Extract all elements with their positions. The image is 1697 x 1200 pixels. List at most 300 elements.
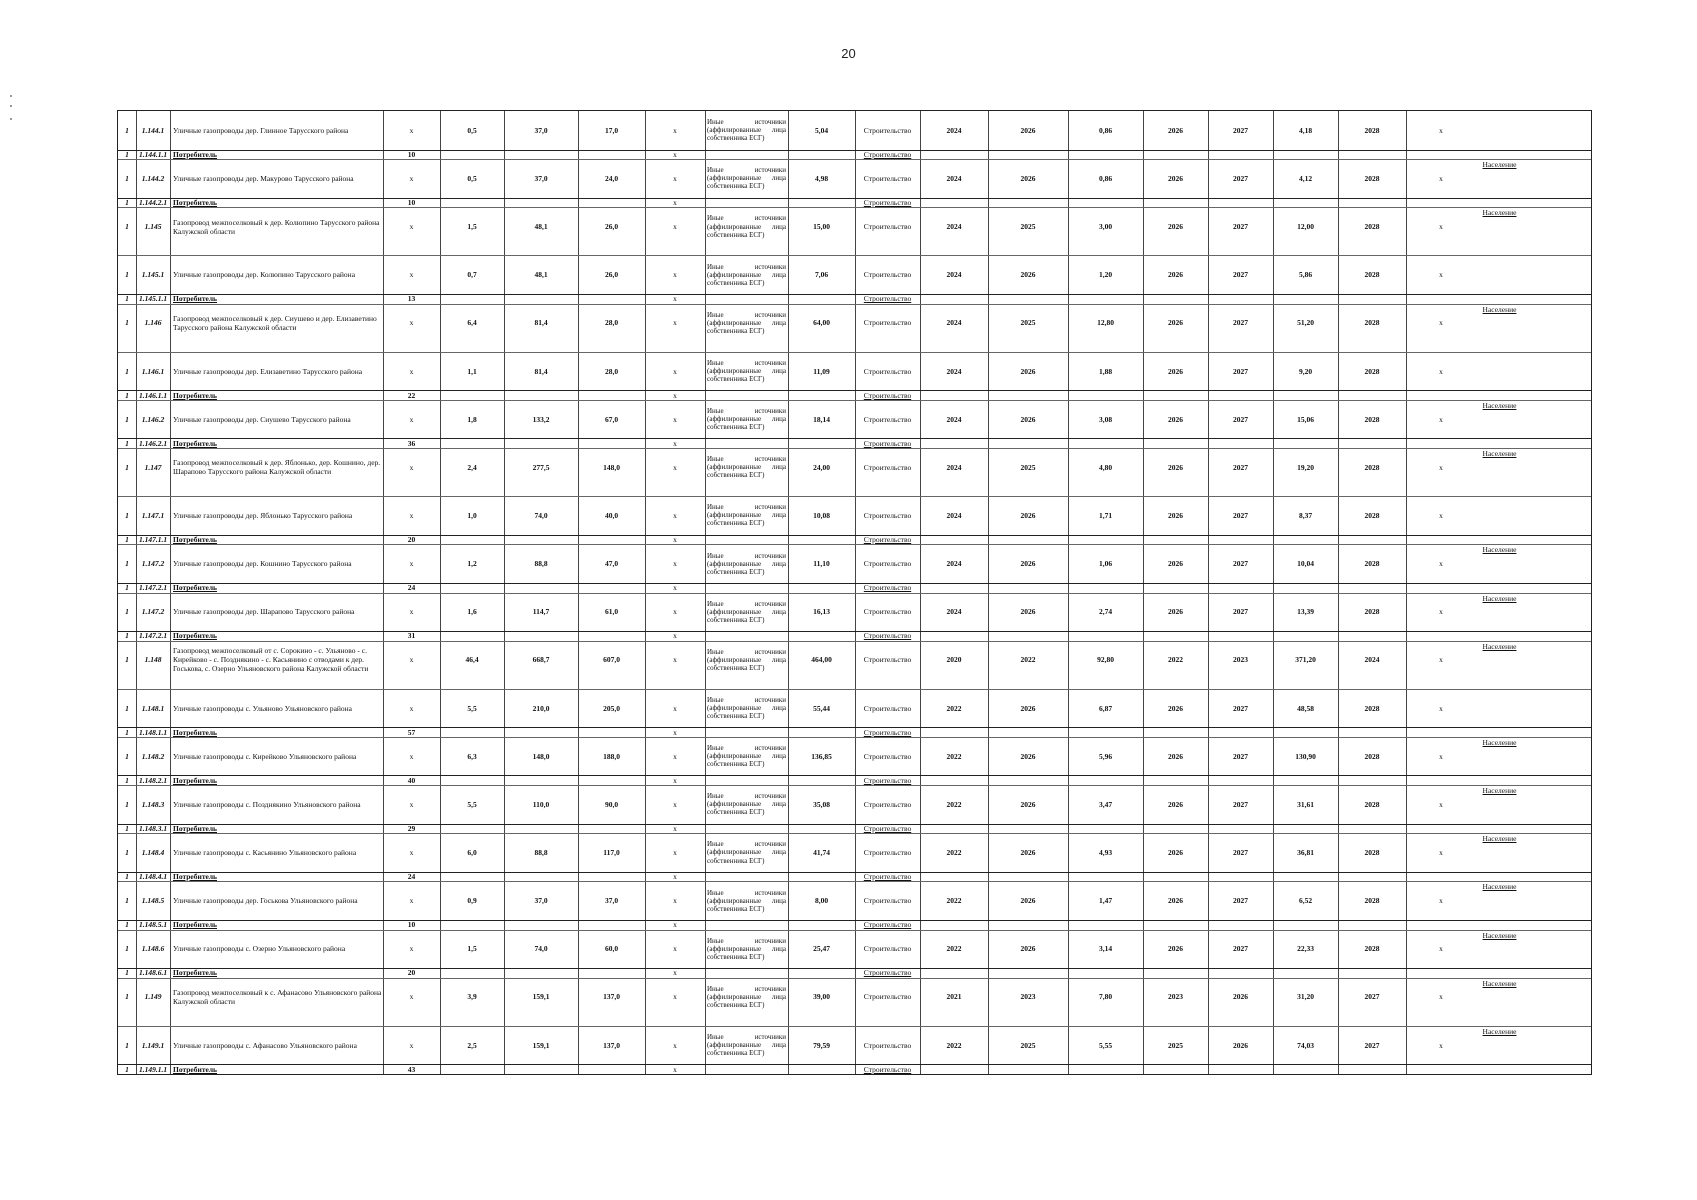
cell-val1: 1,06 bbox=[1098, 559, 1113, 569]
cell-sub-x: x bbox=[673, 727, 677, 737]
cell-x2: x bbox=[673, 125, 677, 135]
cell-sub-x: x bbox=[673, 438, 677, 448]
cell-num: 1 bbox=[125, 896, 129, 906]
cell-name: Уличные газопроводы с. Афанасово Ульяновского района bbox=[173, 1040, 357, 1050]
cell-sub-type: Строительство bbox=[863, 535, 912, 545]
cell-type: Строительство bbox=[863, 655, 912, 665]
cell-start: 2024 bbox=[946, 125, 962, 135]
cell-num: 1 bbox=[125, 655, 129, 665]
cell-cost: 464,00 bbox=[811, 655, 832, 665]
cell-name: Уличные газопроводы с. Касьянино Ульяновского района bbox=[173, 848, 357, 857]
cell-sub-code: 1.148.2.1 bbox=[138, 775, 168, 785]
cell-val2: 31,20 bbox=[1297, 992, 1314, 1002]
cell-sub-type: Строительство bbox=[863, 968, 912, 978]
cell-x3: x bbox=[1439, 703, 1443, 713]
cell-x3: x bbox=[1439, 125, 1443, 135]
cell-y2: 2027 bbox=[1233, 318, 1248, 328]
cell-sub-pop: Население bbox=[1482, 1026, 1517, 1036]
cell-x1: x bbox=[409, 125, 414, 135]
cell-sub-pop: Население bbox=[1482, 545, 1517, 555]
cell-type: Строительство bbox=[863, 1040, 912, 1050]
cell-val2: 15,06 bbox=[1297, 414, 1314, 424]
cell-source: Иные источники (аффилированные лица собственника ЕСГ) bbox=[707, 310, 786, 335]
cell-cap: 74,0 bbox=[534, 510, 548, 520]
cell-y2: 2027 bbox=[1233, 751, 1248, 761]
cell-val1: 1,71 bbox=[1098, 510, 1113, 520]
cell-end: 2025 bbox=[1020, 1040, 1036, 1050]
cell-val1: 0,86 bbox=[1098, 173, 1113, 183]
cell-sub-label: Потребитель bbox=[173, 775, 218, 785]
cell-length: 1,8 bbox=[467, 414, 477, 424]
cell-consumption: 117,0 bbox=[603, 848, 620, 857]
cell-source: Иные источники (аффилированные лица собственника ЕСГ) bbox=[707, 744, 786, 769]
cell-consumption: 188,0 bbox=[603, 751, 620, 761]
cell-num: 1 bbox=[125, 1064, 129, 1074]
cell-val2: 31,61 bbox=[1297, 799, 1314, 809]
cell-code: 1.145 bbox=[144, 222, 162, 232]
cell-sub-pop: Население bbox=[1482, 737, 1517, 747]
cell-end: 2025 bbox=[1020, 462, 1036, 472]
cell-x3: x bbox=[1439, 1040, 1443, 1050]
cell-cap: 37,0 bbox=[534, 896, 548, 906]
cell-num: 1 bbox=[125, 222, 129, 232]
cell-source: Иные источники (аффилированные лица собственника ЕСГ) bbox=[707, 503, 786, 528]
cell-consumption: 47,0 bbox=[604, 559, 619, 569]
cell-source: Иные источники (аффилированные лица собственника ЕСГ) bbox=[707, 984, 786, 1009]
cell-y2: 2027 bbox=[1233, 510, 1248, 520]
cell-length: 46,4 bbox=[465, 655, 479, 665]
cell-name: Уличные газопроводы дер. Колюпино Тарусского района bbox=[173, 270, 356, 280]
cell-x1: x bbox=[409, 703, 414, 713]
cell-cost: 11,10 bbox=[813, 559, 830, 569]
cell-x1: x bbox=[409, 607, 414, 617]
cell-start: 2024 bbox=[946, 270, 962, 280]
cell-sub-count: 36 bbox=[407, 438, 416, 448]
cell-type: Строительство bbox=[863, 751, 912, 761]
cell-sub-type: Строительство bbox=[863, 197, 912, 207]
cell-type: Строительство bbox=[863, 559, 912, 569]
cell-val1: 5,55 bbox=[1098, 1040, 1113, 1050]
cell-y1: 2026 bbox=[1168, 607, 1183, 617]
cell-consumption: 40,0 bbox=[604, 510, 619, 520]
cell-sub-label: Потребитель bbox=[173, 438, 218, 448]
cell-sub-x: x bbox=[673, 920, 677, 930]
cell-type: Строительство bbox=[863, 848, 912, 857]
cell-x1: x bbox=[409, 462, 414, 472]
cell-start: 2022 bbox=[946, 751, 962, 761]
cell-sub-code: 1.147.2.1 bbox=[138, 631, 168, 641]
cell-num: 1 bbox=[125, 992, 129, 1002]
cell-end: 2026 bbox=[1020, 125, 1036, 135]
cell-sub-type: Строительство bbox=[863, 920, 912, 930]
cell-x1: x bbox=[409, 510, 414, 520]
cell-val2: 6,52 bbox=[1298, 896, 1313, 906]
cell-type: Строительство bbox=[863, 944, 912, 954]
cell-num: 1 bbox=[125, 968, 129, 978]
cell-sub-type: Строительство bbox=[863, 294, 912, 304]
cell-end: 2026 bbox=[1020, 510, 1036, 520]
cell-x1: x bbox=[409, 799, 414, 809]
cell-y3: 2027 bbox=[1364, 1040, 1380, 1050]
cell-y2: 2027 bbox=[1233, 607, 1248, 617]
cell-consumption: 67,0 bbox=[604, 414, 619, 424]
cell-start: 2022 bbox=[946, 848, 962, 857]
cell-source: Иные источники (аффилированные лица собственника ЕСГ) bbox=[707, 214, 786, 239]
cell-y2: 2027 bbox=[1233, 414, 1248, 424]
cell-num: 1 bbox=[125, 872, 129, 882]
cell-cap: 81,4 bbox=[534, 366, 548, 376]
cell-val2: 51,20 bbox=[1297, 318, 1314, 328]
cell-sub-pop: Население bbox=[1482, 786, 1517, 796]
cell-sub-pop: Население bbox=[1482, 641, 1517, 651]
cell-length: 6,3 bbox=[467, 751, 477, 761]
cell-val1: 3,14 bbox=[1098, 944, 1113, 954]
cell-start: 2022 bbox=[946, 799, 962, 809]
cell-num: 1 bbox=[125, 607, 129, 617]
cell-cap: 48,1 bbox=[534, 270, 548, 280]
cell-sub-count: 43 bbox=[407, 1064, 416, 1074]
cell-source: Иные источники (аффилированные лица собственника ЕСГ) bbox=[707, 936, 786, 961]
cell-code: 1.148.2 bbox=[141, 751, 165, 761]
cell-y2: 2027 bbox=[1233, 799, 1248, 809]
cell-length: 2,4 bbox=[467, 462, 477, 472]
cell-sub-count: 20 bbox=[407, 968, 416, 978]
cell-cost: 55,44 bbox=[813, 703, 830, 713]
cell-x1: x bbox=[409, 751, 414, 761]
cell-cap: 81,4 bbox=[534, 318, 548, 328]
cell-val2: 5,86 bbox=[1298, 270, 1313, 280]
cell-num: 1 bbox=[125, 944, 129, 954]
cell-x2: x bbox=[673, 655, 677, 665]
cell-x1: x bbox=[409, 222, 414, 232]
cell-y2: 2027 bbox=[1233, 559, 1248, 569]
cell-x2: x bbox=[673, 270, 677, 280]
cell-y1: 2026 bbox=[1168, 318, 1183, 328]
cell-cost: 8,00 bbox=[814, 896, 829, 906]
cell-val2: 22,33 bbox=[1297, 944, 1314, 954]
cell-name: Уличные газопроводы дер. Кошнино Тарусского района bbox=[173, 559, 352, 569]
cell-x1: x bbox=[409, 896, 414, 906]
cell-val2: 36,81 bbox=[1297, 848, 1314, 857]
cell-sub-pop: Население bbox=[1482, 593, 1517, 603]
cell-sub-count: 22 bbox=[407, 390, 416, 400]
cell-num: 1 bbox=[125, 366, 129, 376]
cell-length: 2,5 bbox=[467, 1040, 477, 1050]
cell-x3: x bbox=[1439, 799, 1443, 809]
cell-end: 2022 bbox=[1020, 655, 1036, 665]
cell-end: 2026 bbox=[1020, 751, 1036, 761]
cell-consumption: 17,0 bbox=[604, 125, 619, 135]
cell-val1: 3,47 bbox=[1098, 799, 1113, 809]
cell-y1: 2026 bbox=[1168, 896, 1183, 906]
cell-cap: 159,1 bbox=[532, 1040, 550, 1050]
cell-num: 1 bbox=[125, 775, 129, 785]
cell-consumption: 28,0 bbox=[604, 366, 619, 376]
cell-code: 1.147 bbox=[144, 462, 162, 472]
cell-sub-code: 1.146.1.1 bbox=[138, 390, 168, 400]
cell-x3: x bbox=[1439, 607, 1443, 617]
cell-val1: 1,20 bbox=[1098, 270, 1113, 280]
cell-start: 2024 bbox=[946, 414, 962, 424]
cell-sub-x: x bbox=[673, 872, 677, 882]
cell-cost: 79,59 bbox=[813, 1040, 830, 1050]
cell-y1: 2026 bbox=[1168, 222, 1183, 232]
cell-y3: 2028 bbox=[1364, 607, 1380, 617]
cell-type: Строительство bbox=[863, 366, 912, 376]
cell-sub-code: 1.148.5.1 bbox=[138, 920, 168, 930]
cell-num: 1 bbox=[125, 799, 129, 809]
cell-x3: x bbox=[1439, 318, 1443, 328]
cell-length: 5,5 bbox=[467, 799, 477, 809]
cell-val2: 12,00 bbox=[1297, 222, 1314, 232]
cell-sub-label: Потребитель bbox=[173, 294, 218, 304]
cell-cap: 148,0 bbox=[532, 751, 550, 761]
cell-val1: 3,08 bbox=[1098, 414, 1113, 424]
cell-sub-label: Потребитель bbox=[173, 872, 218, 882]
cell-sub-pop: Население bbox=[1482, 882, 1517, 892]
cell-sub-pop: Население bbox=[1482, 160, 1517, 170]
cell-y1: 2023 bbox=[1168, 992, 1183, 1002]
cell-code: 1.148.6 bbox=[141, 944, 165, 954]
cell-y1: 2026 bbox=[1168, 944, 1183, 954]
cell-sub-x: x bbox=[673, 631, 677, 641]
cell-x2: x bbox=[673, 462, 677, 472]
cell-x1: x bbox=[409, 992, 414, 1002]
cell-cap: 37,0 bbox=[534, 173, 548, 183]
margin-mark bbox=[10, 95, 12, 97]
cell-name: Уличные газопроводы дер. Госькова Ульяновского района bbox=[173, 896, 358, 906]
cell-val2: 4,12 bbox=[1298, 173, 1313, 183]
cell-type: Строительство bbox=[863, 896, 912, 906]
cell-start: 2022 bbox=[946, 944, 962, 954]
cell-name: Газопровод межпоселковый от с. Сорокино - с. Ульяново - с. Кирейково - с. Позднякино - с. Касьянино с отводами к дер. Госькова, с. Озерно Ульяновского района Калужской области bbox=[173, 646, 369, 674]
cell-num: 1 bbox=[125, 462, 129, 472]
cell-y2: 2027 bbox=[1233, 896, 1248, 906]
cell-length: 1,5 bbox=[467, 222, 477, 232]
cell-x2: x bbox=[673, 414, 677, 424]
cell-y1: 2025 bbox=[1168, 1040, 1183, 1050]
cell-sub-x: x bbox=[673, 535, 677, 545]
cell-val1: 3,00 bbox=[1098, 222, 1113, 232]
cell-cost: 35,08 bbox=[813, 799, 830, 809]
cell-cost: 10,08 bbox=[813, 510, 830, 520]
cell-sub-type: Строительство bbox=[863, 727, 912, 737]
cell-sub-x: x bbox=[673, 583, 677, 593]
cell-sub-code: 1.149.1.1 bbox=[138, 1064, 168, 1074]
cell-val1: 5,96 bbox=[1098, 751, 1113, 761]
cell-y3: 2028 bbox=[1364, 414, 1380, 424]
cell-code: 1.146 bbox=[144, 318, 162, 328]
cell-cost: 5,04 bbox=[814, 125, 829, 135]
cell-consumption: 26,0 bbox=[604, 222, 619, 232]
cell-name: Уличные газопроводы с. Озерно Ульяновского района bbox=[173, 944, 346, 954]
cell-num: 1 bbox=[125, 535, 129, 545]
cell-cost: 39,00 bbox=[813, 992, 830, 1002]
cell-code: 1.147.1 bbox=[141, 510, 165, 520]
cell-consumption: 148,0 bbox=[603, 462, 620, 472]
cell-code: 1.145.1 bbox=[141, 270, 165, 280]
cell-name: Уличные газопроводы дер. Шарапово Тарусского района bbox=[173, 607, 355, 617]
cell-val2: 130,90 bbox=[1295, 751, 1316, 761]
cell-y1: 2026 bbox=[1168, 703, 1183, 713]
cell-end: 2026 bbox=[1020, 607, 1036, 617]
cell-sub-code: 1.147.2.1 bbox=[138, 583, 168, 593]
cell-length: 1,6 bbox=[467, 607, 477, 617]
cell-end: 2026 bbox=[1020, 366, 1036, 376]
cell-code: 1.146.1 bbox=[141, 366, 165, 376]
cell-start: 2022 bbox=[946, 703, 962, 713]
cell-name: Газопровод межпоселковый к с. Афанасово Ульяновского района Калужской области bbox=[173, 987, 382, 1006]
cell-y3: 2028 bbox=[1364, 510, 1380, 520]
cell-x3: x bbox=[1439, 510, 1443, 520]
cell-y2: 2027 bbox=[1233, 703, 1248, 713]
cell-sub-label: Потребитель bbox=[173, 390, 218, 400]
cell-start: 2022 bbox=[946, 1040, 962, 1050]
cell-num: 1 bbox=[125, 197, 129, 207]
cell-sub-label: Потребитель bbox=[173, 149, 218, 159]
cell-sub-code: 1.146.2.1 bbox=[138, 438, 168, 448]
cell-end: 2026 bbox=[1020, 559, 1036, 569]
cell-x2: x bbox=[673, 896, 677, 906]
cell-sub-x: x bbox=[673, 823, 677, 833]
cell-source: Иные источники (аффилированные лица собственника ЕСГ) bbox=[707, 888, 786, 913]
cell-name: Уличные газопроводы дер. Сиушево Тарусского района bbox=[173, 414, 351, 424]
cell-y1: 2026 bbox=[1168, 559, 1183, 569]
cell-num: 1 bbox=[125, 390, 129, 400]
cell-x3: x bbox=[1439, 896, 1443, 906]
cell-y1: 2026 bbox=[1168, 510, 1183, 520]
cell-end: 2026 bbox=[1020, 896, 1036, 906]
cell-x2: x bbox=[673, 607, 677, 617]
cell-start: 2024 bbox=[946, 366, 962, 376]
cell-cap: 277,5 bbox=[532, 462, 550, 472]
cell-code: 1.148.5 bbox=[141, 896, 165, 906]
cell-x1: x bbox=[409, 366, 414, 376]
cell-y3: 2028 bbox=[1364, 751, 1380, 761]
cell-length: 1,0 bbox=[467, 510, 477, 520]
cell-source: Иные источники (аффилированные лица собственника ЕСГ) bbox=[707, 695, 786, 721]
cell-y3: 2028 bbox=[1364, 848, 1380, 857]
cell-num: 1 bbox=[125, 823, 129, 833]
cell-y1: 2026 bbox=[1168, 462, 1183, 472]
cell-num: 1 bbox=[125, 414, 129, 424]
cell-num: 1 bbox=[125, 125, 129, 135]
cell-val2: 19,20 bbox=[1297, 462, 1314, 472]
cell-sub-count: 31 bbox=[407, 631, 416, 641]
margin-mark bbox=[10, 105, 12, 107]
cell-num: 1 bbox=[125, 751, 129, 761]
cell-code: 1.144.2 bbox=[141, 173, 165, 183]
cell-sub-label: Потребитель bbox=[173, 535, 218, 545]
cell-length: 1,1 bbox=[467, 366, 477, 376]
cell-sub-count: 10 bbox=[407, 197, 416, 207]
cell-x1: x bbox=[409, 848, 414, 857]
cell-y2: 2027 bbox=[1233, 944, 1248, 954]
cell-num: 1 bbox=[125, 294, 129, 304]
cell-y2: 2027 bbox=[1233, 125, 1248, 135]
cell-x2: x bbox=[673, 559, 677, 569]
cell-type: Строительство bbox=[863, 799, 912, 809]
cell-name: Уличные газопроводы дер. Глинное Тарусского района bbox=[173, 125, 349, 135]
cell-cap: 88,8 bbox=[534, 848, 548, 857]
cell-consumption: 61,0 bbox=[604, 607, 619, 617]
cell-code: 1.148 bbox=[144, 655, 162, 665]
cell-consumption: 37,0 bbox=[604, 896, 619, 906]
cell-sub-type: Строительство bbox=[863, 823, 912, 833]
cell-val1: 1,88 bbox=[1098, 366, 1113, 376]
cell-val1: 4,93 bbox=[1098, 848, 1113, 857]
cell-start: 2024 bbox=[946, 559, 962, 569]
cell-x2: x bbox=[673, 944, 677, 954]
cell-end: 2026 bbox=[1020, 848, 1036, 857]
cell-y1: 2026 bbox=[1168, 173, 1183, 183]
cell-cost: 25,47 bbox=[813, 944, 830, 954]
cell-val1: 4,80 bbox=[1098, 462, 1113, 472]
cell-cost: 7,06 bbox=[814, 270, 829, 280]
cell-source: Иные источники (аффилированные лица собственника ЕСГ) bbox=[707, 358, 786, 384]
cell-x3: x bbox=[1439, 270, 1443, 280]
cell-sub-count: 40 bbox=[407, 775, 416, 785]
cell-num: 1 bbox=[125, 727, 129, 737]
cell-source: Иные источники (аффилированные лица собственника ЕСГ) bbox=[707, 262, 786, 287]
cell-length: 5,5 bbox=[467, 703, 477, 713]
cell-x1: x bbox=[409, 944, 414, 954]
cell-sub-pop: Население bbox=[1482, 449, 1517, 459]
cell-sub-pop: Население bbox=[1482, 208, 1517, 218]
cell-name: Уличные газопроводы дер. Яблонько Тарусского района bbox=[173, 510, 353, 520]
cell-y3: 2027 bbox=[1364, 992, 1380, 1002]
cell-val2: 9,20 bbox=[1298, 366, 1313, 376]
cell-cost: 18,14 bbox=[813, 414, 830, 424]
cell-val2: 371,20 bbox=[1295, 655, 1316, 665]
cell-num: 1 bbox=[125, 559, 129, 569]
cell-sub-count: 24 bbox=[407, 872, 416, 882]
cell-sub-code: 1.147.1.1 bbox=[138, 535, 168, 545]
cell-val1: 92,80 bbox=[1097, 655, 1114, 665]
cell-num: 1 bbox=[125, 270, 129, 280]
cell-sub-count: 29 bbox=[407, 823, 416, 833]
cell-name: Уличные газопроводы дер. Макурово Тарусского района bbox=[173, 173, 354, 183]
cell-x3: x bbox=[1439, 848, 1443, 857]
cell-sub-type: Строительство bbox=[863, 390, 912, 400]
cell-name: Газопровод межпоселковый к дер. Сиушево и дер. Елизаветино Тарусского района Калужской области bbox=[173, 313, 377, 332]
cell-val2: 10,04 bbox=[1297, 559, 1314, 569]
cell-code: 1.149.1 bbox=[141, 1040, 165, 1050]
cell-cap: 48,1 bbox=[534, 222, 548, 232]
cell-code: 1.144.1 bbox=[141, 125, 165, 135]
cell-sub-x: x bbox=[673, 197, 677, 207]
cell-y1: 2026 bbox=[1168, 414, 1183, 424]
cell-sub-type: Строительство bbox=[863, 149, 912, 159]
cell-code: 1.147.2 bbox=[141, 559, 165, 569]
cell-num: 1 bbox=[125, 920, 129, 930]
cell-sub-x: x bbox=[673, 775, 677, 785]
cell-x1: x bbox=[409, 173, 414, 183]
cell-consumption: 60,0 bbox=[604, 944, 619, 954]
cell-start: 2020 bbox=[946, 655, 962, 665]
margin-mark bbox=[10, 118, 12, 120]
cell-length: 0,5 bbox=[467, 173, 477, 183]
cell-cost: 24,00 bbox=[813, 462, 830, 472]
cell-y1: 2022 bbox=[1168, 655, 1183, 665]
cell-end: 2025 bbox=[1020, 222, 1036, 232]
cell-sub-x: x bbox=[673, 294, 677, 304]
cell-sub-pop: Население bbox=[1482, 978, 1517, 988]
cell-sub-label: Потребитель bbox=[173, 631, 218, 641]
cell-y2: 2027 bbox=[1233, 173, 1248, 183]
cell-sub-count: 20 bbox=[407, 535, 416, 545]
cell-consumption: 607,0 bbox=[603, 655, 620, 665]
